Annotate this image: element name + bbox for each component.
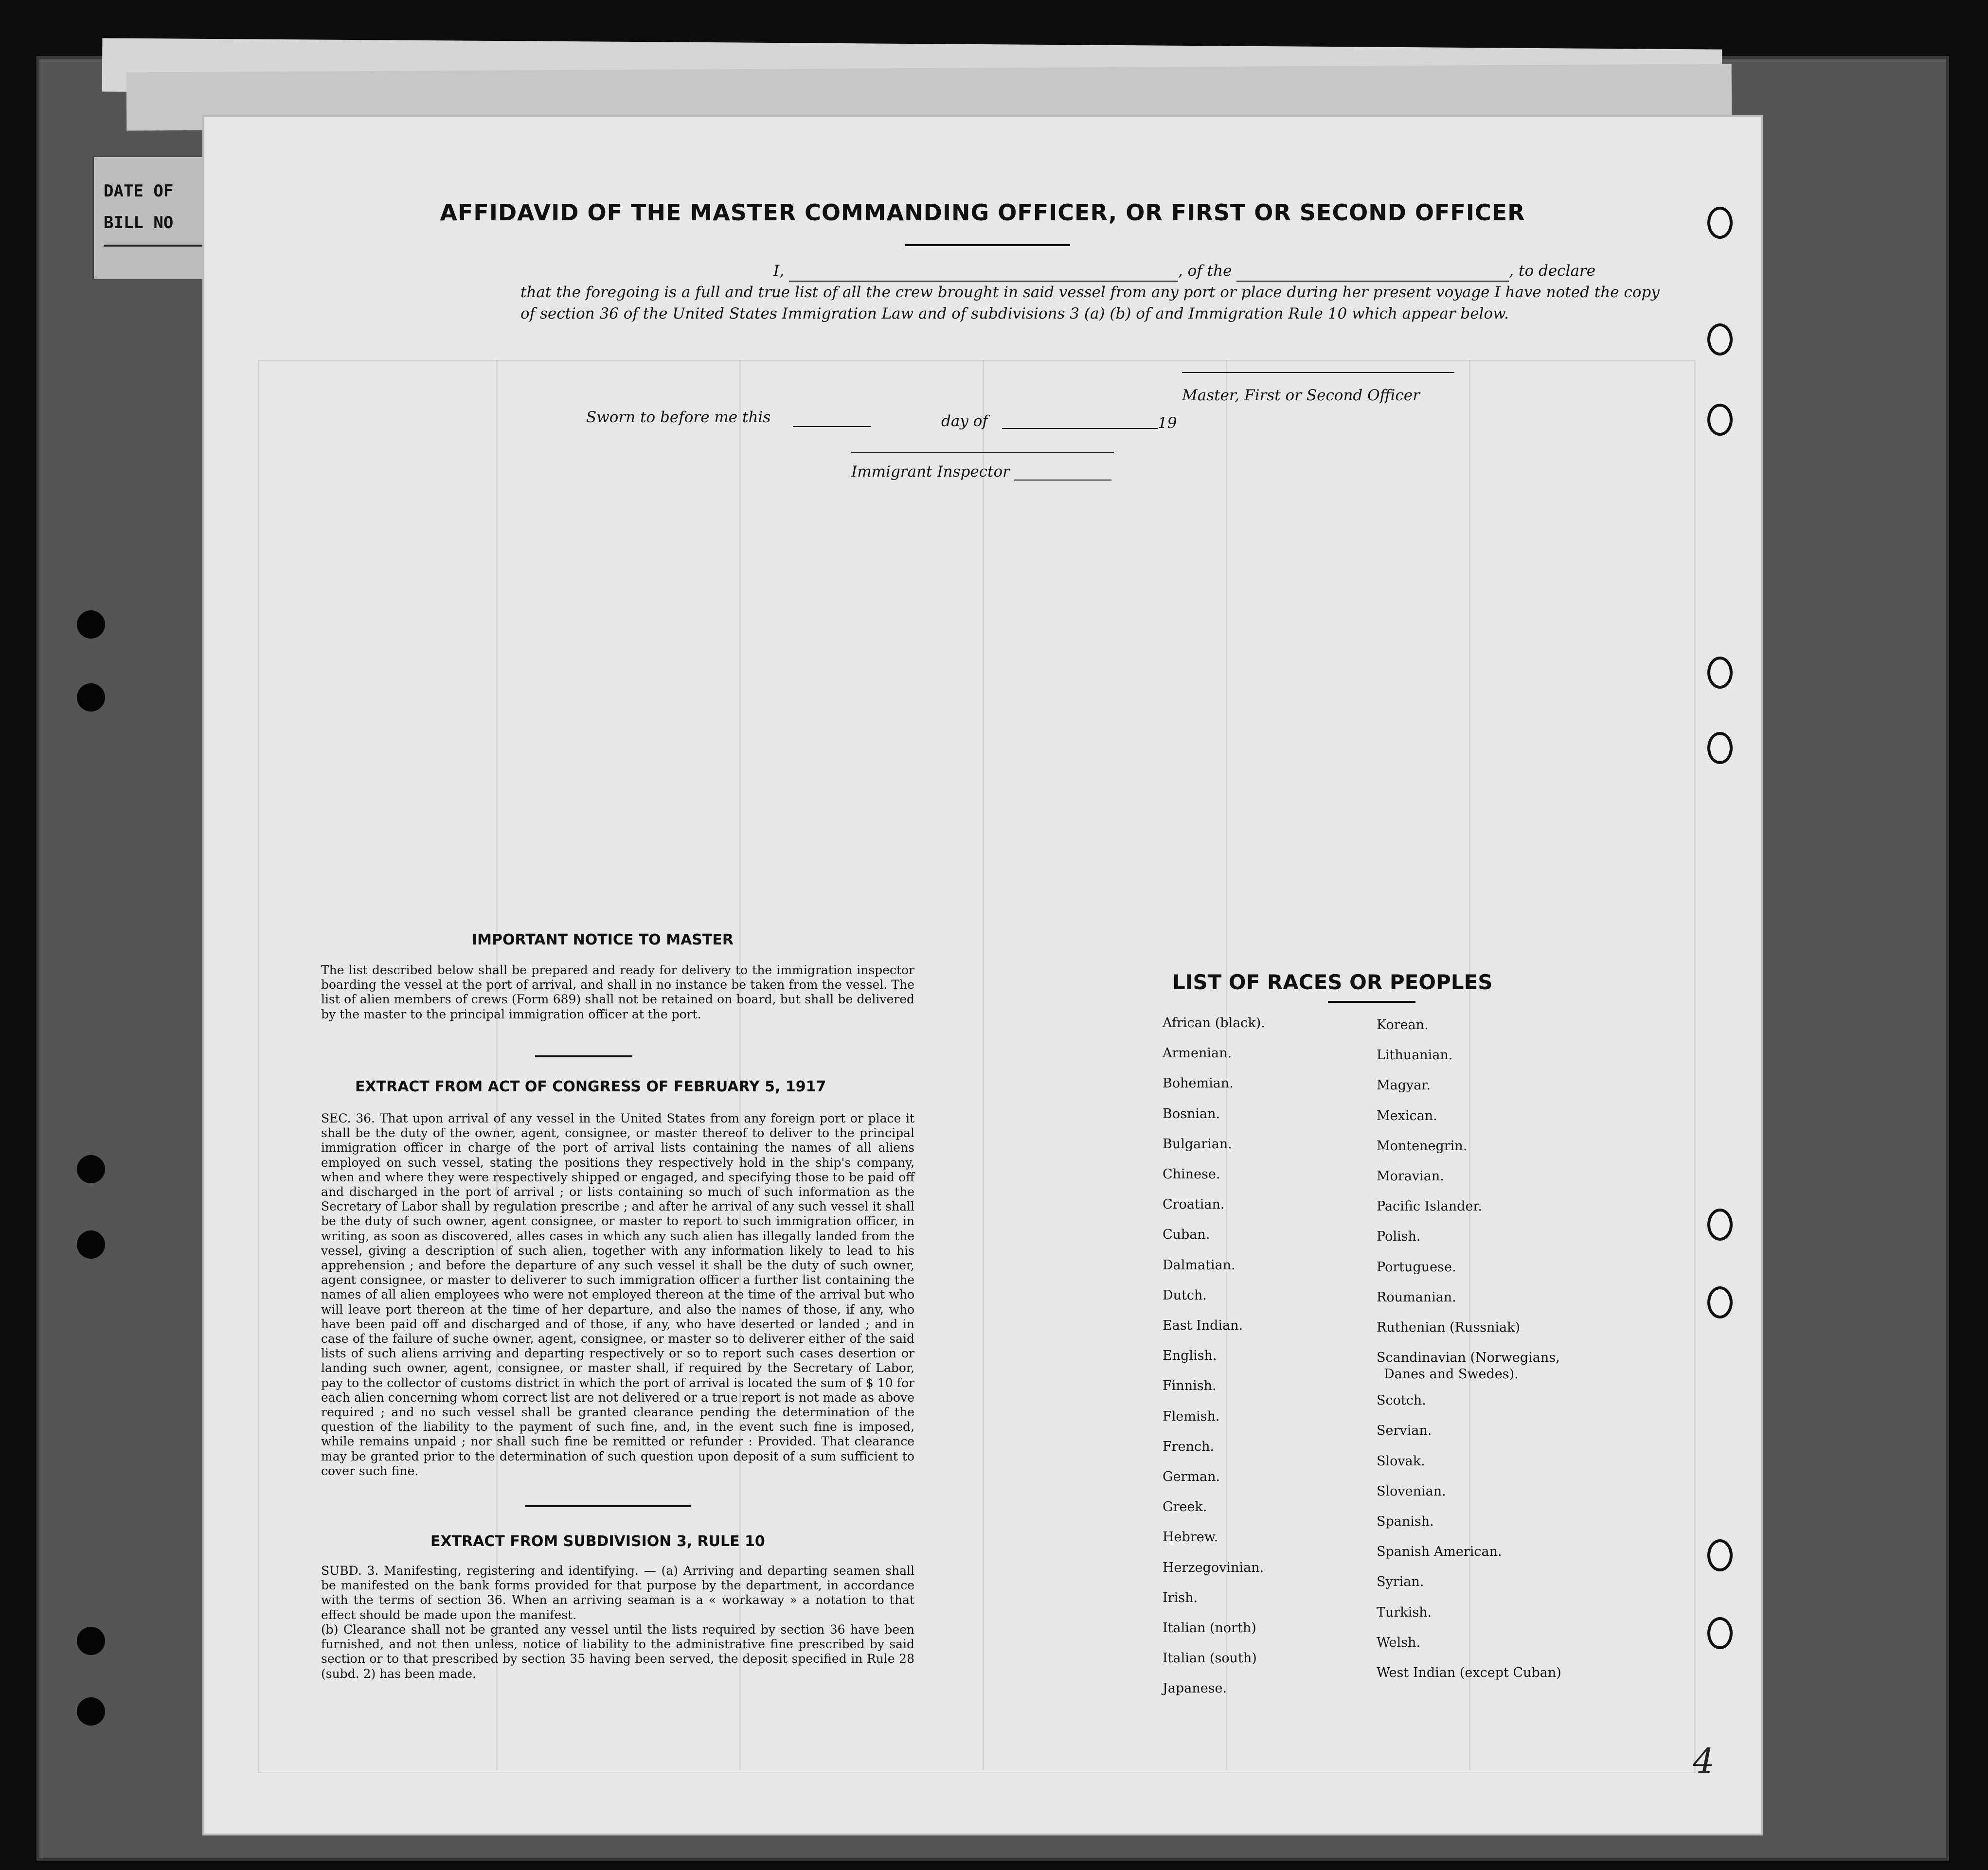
race-item: Croatian. xyxy=(1163,1197,1225,1212)
race-item: Bosnian. xyxy=(1163,1106,1220,1122)
affidavit-i-label: I, xyxy=(773,262,785,280)
act-rule xyxy=(525,1505,691,1507)
rule-text-b: (b) Clearance shall not be granted any vessel until the lists required by section 36 have been furnished, and not then unless, notice of liability to the administrative fine prescribed by said section or to that prescribed by section 35 having been served, the deposit specified in Rule 28 (subd. 2) has been made. xyxy=(321,1622,914,1681)
bleedthrough-line xyxy=(496,360,498,1770)
of-the-label: , of the xyxy=(1178,262,1232,280)
sworn-label: Sworn to before me this xyxy=(586,409,771,426)
race-item: Cuban. xyxy=(1163,1227,1210,1243)
race-item: Syrian. xyxy=(1377,1574,1424,1590)
race-item: Dalmatian. xyxy=(1163,1257,1236,1273)
race-item: Flemish. xyxy=(1163,1408,1220,1424)
binder-ring xyxy=(1707,732,1733,764)
inspector-signature-line xyxy=(851,452,1114,453)
race-item: Pacific Islander. xyxy=(1377,1199,1482,1214)
race-item: Japanese. xyxy=(1163,1681,1227,1696)
race-item: Lithuanian. xyxy=(1377,1048,1453,1063)
races-title: LIST OF RACES OR PEOPLES xyxy=(1172,970,1493,994)
race-item: Spanish. xyxy=(1377,1514,1434,1529)
race-item: Italian (south) xyxy=(1163,1651,1257,1666)
race-item: Magyar. xyxy=(1377,1078,1431,1093)
master-signature-line xyxy=(1182,372,1454,373)
binder-hole xyxy=(77,1230,105,1259)
name-blank xyxy=(789,267,1178,282)
race-item: Welsh. xyxy=(1377,1635,1420,1650)
race-item: Montenegrin. xyxy=(1377,1138,1468,1154)
affidavit-body: that the foregoing is a full and true list of all the crew brought in said vessel from any port or place during her present voyage I have noted the copy of section 36 of the United States Immigration Law and of subdivisions 3 (a) (b) of and Immigration Rule 10 which appear below. xyxy=(520,284,1660,322)
inspector-blank xyxy=(1014,466,1111,481)
race-item: African (black). xyxy=(1163,1015,1265,1031)
binder-hole xyxy=(77,1697,105,1726)
binder-ring xyxy=(1707,1209,1733,1241)
race-item: Italian (north) xyxy=(1163,1621,1256,1636)
act-heading: EXTRACT FROM ACT OF CONGRESS OF FEBRUARY 5, 1917 xyxy=(355,1078,826,1095)
binder-hole xyxy=(77,1627,105,1655)
binder-ring xyxy=(1707,1286,1733,1318)
notice-heading: IMPORTANT NOTICE TO MASTER xyxy=(472,931,734,948)
race-item: Scotch. xyxy=(1377,1393,1426,1408)
race-item: Danes and Swedes). xyxy=(1384,1367,1519,1382)
race-item: Polish. xyxy=(1377,1229,1421,1245)
binder-ring xyxy=(1707,1539,1733,1571)
race-item: French. xyxy=(1163,1439,1215,1454)
race-item: Bohemian. xyxy=(1163,1076,1234,1091)
race-item: Turkish. xyxy=(1377,1604,1432,1620)
corner-page-mark: 4 xyxy=(1693,1741,1715,1781)
race-item: Dutch. xyxy=(1163,1287,1207,1303)
race-item: Servian. xyxy=(1377,1423,1432,1439)
vessel-blank xyxy=(1236,267,1509,282)
race-item: Korean. xyxy=(1377,1017,1429,1033)
year-prefix: 19 xyxy=(1158,414,1177,432)
race-item: Finnish. xyxy=(1163,1378,1217,1394)
race-item: Chinese. xyxy=(1163,1167,1220,1182)
races-rule xyxy=(1328,1001,1415,1003)
act-text: SEC. 36. That upon arrival of any vessel in the United States from any foreign port or place it shall be the duty of the owner, agent, consignee, or master thereof to deliver to the principal immigration officer in charge of the port of arrival lists containing the names of all aliens employed on such vessel, stating the positions they respectively hold in the ship's company, when and where they were respectively shipped or engaged, and specifying those to be paid off and discharged in the port of arrival ; or lists containing so much of such information as the Secretary of Labor shall by regulation prescribe ; and after he arrival of any such vessel it shall be the duty of such owner, agent consignee, or master to report to such immigration officer, in writing, as soon as discovered, alles cases in which any such alien has illegally landed from the vessel, giving a description of such alien, together with any information likely to lead to his apprehension ; and before the departure of any such vessel it shall be the duty of such owner, agent consignee, or master to deliverer to such immigration officer a further list containing the names of all alien employees who were not employed thereon at the time of the arrival but who will leave port thereon at the time of her departure, and also the names of those, if any, who have been paid off and discharged and of those, if any, who have deserted or landed ; and in case of the failure of suche owner, agent, consignee, or master so to deliverer either of the said lists of such aliens arriving and departing respectively or so to report such cases desertion or landing such owner, agent, consignee, or master shall, if required by the Secretary of Labor, pay to the collector of customs district in which the port of arrival is located the sum of $ 10 for each alien concerning whom correct list are not delivered or a true report is not made as above required ; and no such vessel shall be granted clearance pending the determination of the question of the liability to the payment of such fine, and, in the event such fine is imposed, while remains unpaid ; nor shall such fine be remitted or refunder : Provided. That clearance may be granted prior to the determination of such question upon deposit of a sum sufficient to cover such fine. xyxy=(321,1111,914,1478)
binder-ring xyxy=(1707,404,1733,436)
rule-text-a: SUBD. 3. Manifesting, registering and identifying. — (a) Arriving and departing seamen shall be manifested on the bank forms provided for that purpose by the department, in accordance with the terms of section 36. When an arriving seaman is a « workaway » a notation to that effect should be made upon the manifest. xyxy=(321,1564,914,1622)
race-item: West Indian (except Cuban) xyxy=(1377,1665,1561,1680)
sidebar-line: DATE OF xyxy=(104,181,174,201)
to-declare-label: , to declare xyxy=(1509,262,1596,280)
binder-hole xyxy=(77,610,105,639)
race-item: Scandinavian (Norwegians, xyxy=(1377,1350,1560,1366)
race-item: Portuguese. xyxy=(1377,1259,1456,1275)
race-item: Greek. xyxy=(1163,1499,1207,1515)
affidavit-first-line xyxy=(520,260,1668,282)
bleedthrough-table xyxy=(258,360,1696,1773)
race-item: Slovenian. xyxy=(1377,1483,1446,1499)
race-item: Armenian. xyxy=(1163,1046,1232,1061)
race-item: Bulgarian. xyxy=(1163,1136,1232,1152)
bleedthrough-line xyxy=(983,360,984,1770)
inspector-label: Immigrant Inspector xyxy=(851,463,1010,481)
binder-hole xyxy=(77,683,105,712)
master-label: Master, First or Second Officer xyxy=(1182,387,1420,404)
binder-ring xyxy=(1707,1617,1733,1649)
race-item: Slovak. xyxy=(1377,1453,1425,1469)
race-item: Herzegovinian. xyxy=(1163,1560,1264,1575)
race-item: Moravian. xyxy=(1377,1169,1444,1184)
binder-hole xyxy=(77,1155,105,1183)
affidavit-title: AFFIDAVID OF THE MASTER COMMANDING OFFICER, OR FIRST OR SECOND OFFICER xyxy=(440,199,1525,226)
notice-rule xyxy=(535,1055,632,1057)
sidebar-line: BILL NO xyxy=(104,213,174,232)
race-item: English. xyxy=(1163,1348,1217,1364)
race-item: Ruthenian (Russniak) xyxy=(1377,1320,1521,1335)
race-item: Irish. xyxy=(1163,1590,1198,1605)
binder-ring xyxy=(1707,657,1733,689)
race-item: East Indian. xyxy=(1163,1318,1243,1333)
notice-text: The list described below shall be prepared and ready for delivery to the immigration inspector boarding the vessel at the port of arrival, and shall in no instance be taken from the vessel. The list of alien members of crews (Form 689) shall not be retained on board, but shall be delivered by the master to the principal immigration officer at the port. xyxy=(321,963,914,1021)
month-blank xyxy=(1002,414,1158,429)
affidavit-statement xyxy=(520,260,1668,324)
day-of-label: day of xyxy=(941,412,988,430)
race-item: Mexican. xyxy=(1377,1108,1437,1123)
binder-ring xyxy=(1707,207,1733,239)
bleedthrough-line xyxy=(739,360,741,1770)
race-item: Hebrew. xyxy=(1163,1530,1218,1545)
race-item: German. xyxy=(1163,1469,1220,1484)
affidavit-page xyxy=(204,117,1761,1834)
rule-heading: EXTRACT FROM SUBDIVISION 3, RULE 10 xyxy=(430,1533,765,1550)
sworn-day-blank xyxy=(793,412,871,427)
race-item: Roumanian. xyxy=(1377,1289,1456,1305)
title-rule xyxy=(905,244,1070,246)
bleedthrough-line xyxy=(1226,360,1227,1770)
binder-ring xyxy=(1707,323,1733,356)
race-item: Spanish American. xyxy=(1377,1544,1502,1560)
sidebar-rule xyxy=(104,245,220,247)
